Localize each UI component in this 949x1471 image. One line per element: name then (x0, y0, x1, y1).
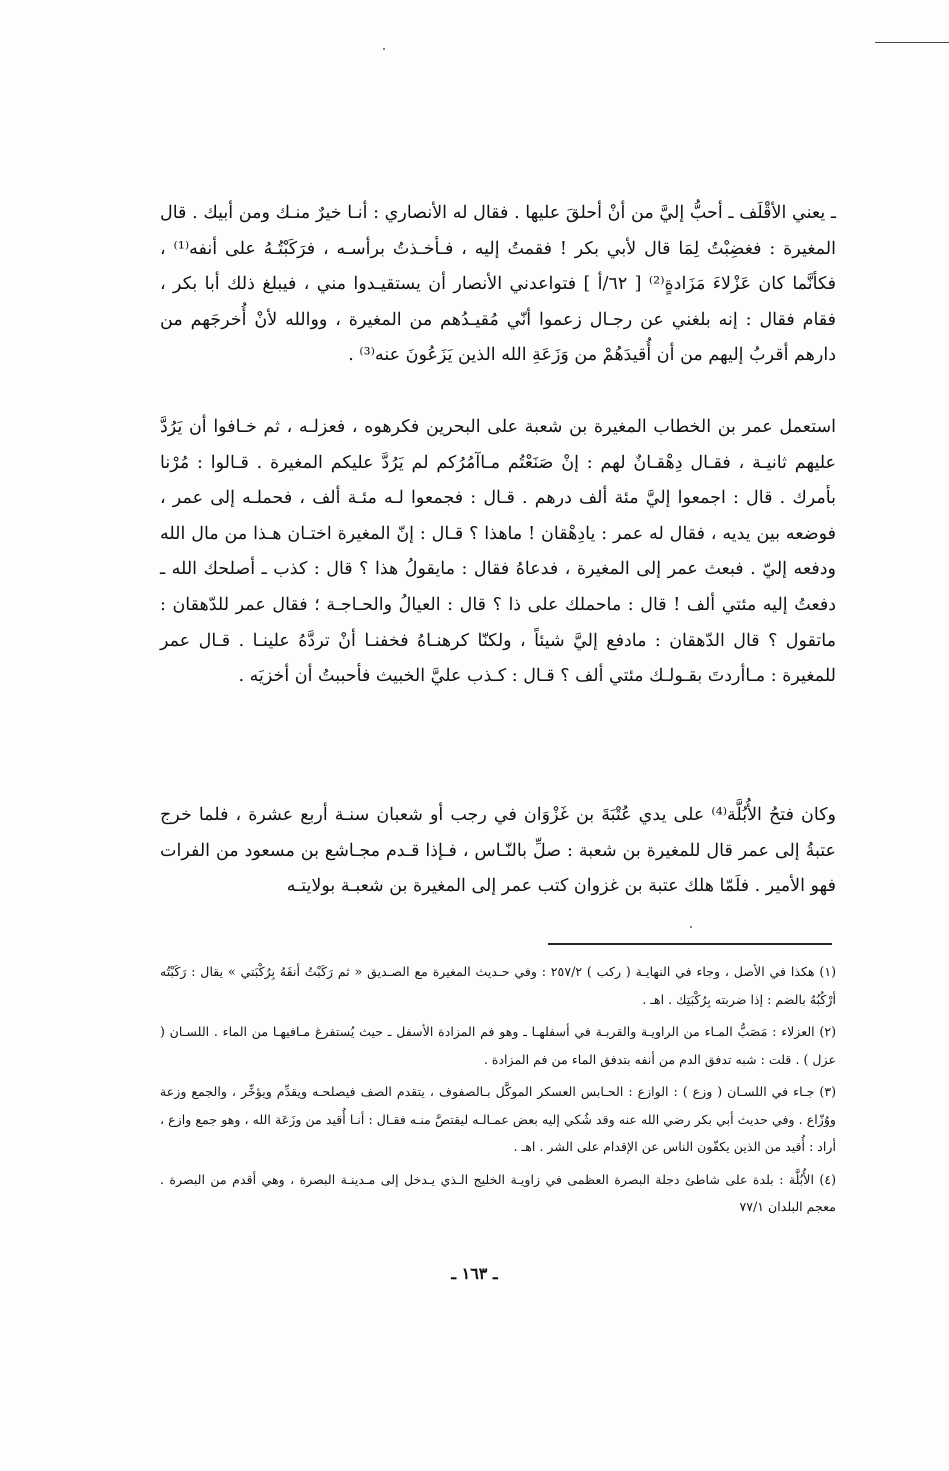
scan-speck (690, 926, 692, 928)
footnote-1: (١) هكذا في الأصل ، وجاء في النهايـة ( ركب ) ٢٥٧/٢ : وفي حـديث المغيرة مع الصـديق « ثم رَكَبْتُ أنفَهُ بِرُكْبَتي » يقال : رَكَبْتُه أرْكُبُهُ بالضم : إذا ضربته بِرُكْبَتِك . اهـ . (160, 964, 836, 1007)
paragraph-text: ـ يعني الأقْلَف ـ أحبُّ إليَّ من أنْ أحلقَ عليها . فقال له الأنصاري : أنـا خيرٌ منـك ومن أبيك . قال المغيرة : فغضِبْتُ لِمَا قال لأبي بكر ! فقمتُ إليه ، فـأخـذتُ برأسـه ، فرَكَبْتُـهُ على أنفه⁽¹⁾ ، فكأنَّما كان عَزْلاءَ مَزَادةٍ⁽²⁾ [ ٦٢/أ ] فتواعدني الأنصار أن يستقيـدوا مني ، فيبلغ ذلك أبا بكر ، فقام فقال : إنه بلغني عن رجـال زعموا أنّي مُقيـدُهم من المغيرة ، ووالله لأنْ أُخرجَهم من دارهم أقربُ إليهم من أن أُقيدَهُمْ من وَزَعَةِ الله الذين يَزَعُونَ عنه⁽³⁾ . (160, 203, 836, 366)
footnote-2: (٢) العزلاء : مَصَبُّ المـاء من الراويـة والقربـة في أسفلهـا ـ وهو فم المزادة الأسفل ـ حيث يُستفرغ مـافيهـا من الماء . اللسـان ( عزل ) . قلت : شبه تدفق الدم من أنفه بتدفق الماء من فم المزادة . (160, 1024, 836, 1067)
footnote-3: (٣) جـاء في اللسـان ( وزع ) : الوازع : الحـابس العسكر الموكَّل بـالصفوف ، يتقدم الصف فيصلحـه ويقدِّم ويؤخِّر ، والجمع وزعة ووُزّاع . وفي حديث أبي بكر رضي الله عنه وقد شُكي إليه بعض عمـالـه ليقتصَّ منـه فقـال : أنـا أُقيد من وزَعَة الله ، وهو جمع وازع ، أراد : أُقيد من الذين يكفّون الناس عن الإقدام على الشر . اهـ . (160, 1084, 836, 1154)
paragraph-3 (160, 798, 836, 905)
footnotes (160, 958, 836, 1226)
footnote-separator (548, 943, 832, 945)
scan-edge-line (875, 42, 949, 43)
paragraph-1 (160, 196, 836, 374)
paragraph-text: استعمل عمر بن الخطاب المغيرة بن شعبة على البحرين فكرهوه ، فعزلـه ، ثم خـافوا أن يَرُدَّ عليهم ثانيـة ، فقـال دِهْقـانٌ لهم : إنْ صَنَعْتُم مـاآمُرُكم لم يَرُدَّ عليكم المغيرة . قـالوا : مُرْنا بأمرك . قال : اجمعوا إليَّ مئة ألف درهم . قـال : فجمعوا لـه مئـة ألف ، فحملـه إلى عمر ، فوضعه بين يديه ، فقال له عمر : يادِهْقان ! ماهذا ؟ قـال : إنّ المغيرة اختـان هـذا من مال الله ودفعه إليّ . فبعث عمر إلى المغيرة ، فدعاهُ فقال : مايقولُ هذا ؟ قال : كذب ـ أصلحك الله ـ دفعتُ إليه مئتي ألف ! قال : ماحملك على ذا ؟ قال : العيالُ والحـاجـة ؛ فقال عمر للدّهقان : ماتقول ؟ قال الدّهقان : مادفع إليَّ شيئاً ، ولكنّا كرهنـاهُ فخفنـا أنْ تردَّهُ علينـا . قـال عمر للمغيرة : مـاأردتَ بقـولـك مئتي ألف ؟ قـال : كـذب عليَّ الخبيث فأحببتُ أن أخزيَه . (160, 417, 836, 687)
page-number: ـ ١٦٣ ـ (451, 1264, 498, 1283)
paragraph-text: وكان فتحُ الأُبُلَّة⁽⁴⁾ على يدي عُتْبَةَ بن غَزْوَان في رجب أو شعبان سنـة أربع عشرة ، فلما خرج عتبةُ إلى عمر قال للمغيرة بن شعبة : صلِّ بالنّـاس ، فـإذا قـدم مجـاشع بن مسعود من الفرات فهو الأمير . فلَمّا هلك عتبة بن غزوان كتب عمر إلى المغيرة بن شعبـة بولايتـه (160, 805, 836, 897)
scan-speck (383, 48, 385, 50)
footnote-4: (٤) الأُبُلَّة : بلدة على شاطئ دجلة البصرة العظمى في زاويـة الخليج الـذي يـدخل إلى مـدينـة البصرة ، وهي أقدم من البصرة . معجم البلدان ٧٧/١ (160, 1171, 836, 1214)
paragraph-2 (160, 410, 836, 695)
